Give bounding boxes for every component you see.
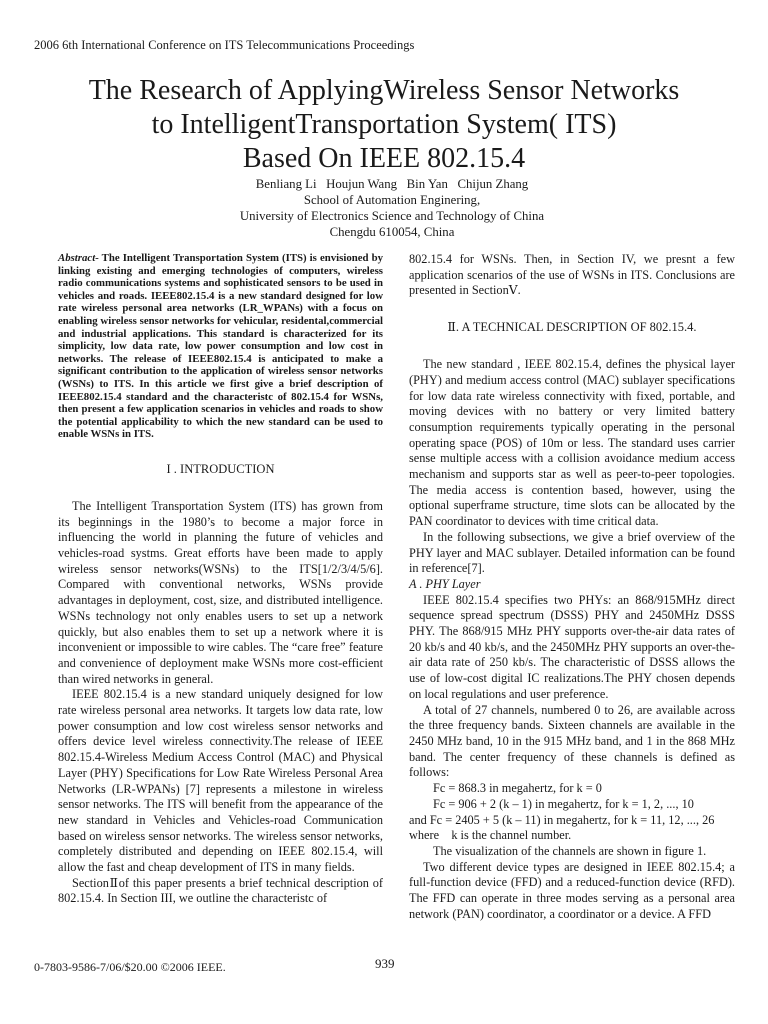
author-block (0, 176, 768, 240)
device-paragraph: Two different device types are designed in IEEE 802.15.4; a full-function device (FFD) and a reduced-function device (RFD). The FFD can operate in three modes serving as a personal area network (PAN) coordinator, a coordinator or a device. A FFD (409, 859, 735, 921)
tech-paragraph-2: In the following subsections, we give a brief overview of the PHY layer and MAC sublayer. Detailed information can be found in reference[7]. (409, 529, 735, 576)
right-column (409, 252, 735, 922)
formula-1: Fc = 868.3 in megahertz, for k = 0 (433, 781, 602, 796)
phy-paragraph-1: IEEE 802.15.4 specifies two PHYs: an 868/915MHz direct sequence spread spectrum (DSSS) PHY and 2450MHz DSSS PHY. The 868/915 MHz PHY supports over-the-air data rates of 20 kb/s and 40 kb/s, and the 2450MHz PHY supports an over-the-air data rate of 250 kb/s. The characteristic of DSSS allows the use of low-cost digital IC realizations.The PHY chosen depends on local regulations and user preference. (409, 592, 735, 701)
phy-paragraph-2: A total of 27 channels, numbered 0 to 26, are available across the three frequency bands. Sixteen channels are available in the 2450 MHz band, 10 in the 915 MHz band, and 1 in the 868 MHz band. The center frequency of these channels is defined as follows: (409, 702, 735, 780)
section-2-heading: Ⅱ. A TECHNICAL DESCRIPTION OF 802.15.4. (447, 320, 697, 335)
copyright-footer: 0-7803-9586-7/06/$20.00 ©2006 IEEE. (34, 960, 226, 974)
formula-3: and Fc = 2405 + 5 (k – 11) in megahertz, for k = 11, 12, ..., 26 (409, 812, 715, 827)
intro-continuation: 802.15.4 for WSNs. Then, in Section IV, we presnt a few application scenarios of the use of WSNs in ITS. Conclusions are presented in SectionⅤ. (409, 252, 735, 298)
tech-paragraph-1: The new standard , IEEE 802.15.4, defines the physical layer (PHY) and medium access control (MAC) sublayer specifications for low data rate wireless connectivity with fixed, portable, and moving devices with no battery or very limited battery consumption requirements typically operating in the personal operating space (POS) of 10m or less. The standard uses carrier sense multiple access with a collision avoidance medium access mechanism and supports star as well as peer-to-peer topologies. The media access is contention based, however, using the optional superframe structure, time slots can be allocated by the PAN coordinator to devices with time critical data. (409, 357, 735, 529)
abstract-label: Abstract- (58, 252, 99, 264)
intro-paragraph-2: IEEE 802.15.4 is a new standard uniquely designed for low rate wireless personal area networks. It targets low data rate, low power consumption and low cost wireless sensor networks and offers device level wireless connectivity.The release of IEEE 802.15.4-Wireless Medium Access Control (MAC) and Physical Layer (PHY) Specifications for Low Rate Wireless Personal Area Networks (LR-WPANs) [7] represents a milestone in wireless sensor networks. The ITS will benefit from the appearance of the new standard in Vehicles and Vehicles-road Communication based on wireless sensor networks. The wireless sensor networks, completely distributed and depending on IEEE 802.15.4, will allow the fast and cheap development of ITS in many fields. (58, 687, 383, 875)
subsection-a-heading: A . PHY Layer (409, 576, 481, 591)
section-1-heading: I . INTRODUCTION (166, 461, 275, 476)
conference-header: 2006 6th International Conference on ITS Telecommunications Proceedings (34, 38, 415, 52)
title-line-3: Based On IEEE 802.15.4 (242, 143, 526, 174)
figure-reference: The visualization of the channels are shown in figure 1. (433, 843, 707, 858)
intro-paragraph-1: The Intelligent Transportation System (ITS) has grown from its beginnings in the 1980’s to become a major force in influencing the world in planning the future of vehicles and vehicles-road systms. Great efforts have been made to apply wireless sensor networks(WSNs) to the ITS[1/2/3/4/5/6]. Compared with conventional networks, WSNs provide advantages in deployment, cost, size, and distributed intelligence. WSNs technology not only enables users to set up a network quickly, but also enables them to set up a network where it is inconvenient or impossible to wire cables. The “care free” feature and convenience of deployment make WSNs more cost-efficient than wired networks in general. (58, 498, 383, 686)
paper-title (0, 74, 768, 176)
left-column (58, 252, 383, 907)
affiliation-line-2: University of Electronics Science and Technology of China (239, 209, 545, 223)
formula-2: Fc = 906 + 2 (k – 1) in megahertz, for k = 1, 2, ..., 10 (433, 796, 694, 811)
author-names: Benliang Li Houjun Wang Bin Yan Chijun Zhang (255, 177, 529, 191)
formula-4: where k is the channel number. (409, 828, 572, 843)
title-line-2: to IntelligentTransportation System( ITS) (151, 109, 617, 140)
affiliation-line-1: School of Automation Enginering, (303, 193, 481, 207)
intro-paragraph-3: SectionⅡof this paper presents a brief technical description of 802.15.4. In Section III, we outline the characteristc of (58, 875, 383, 906)
affiliation-line-3: Chengdu 610054, China (329, 225, 455, 239)
abstract (58, 252, 383, 441)
abstract-text: The Intelligent Transportation System (ITS) is envisioned by linking existing and emerging technologies of computers, wireless radio communications systems and sophisticated sensors to be used in vehicles and roads. IEEE802.15.4 is a new standard designed for low rate wireless personal area networks (LR_WPANs) with a focus on enabling wireless sensor networks for vehicular, residental,commercial and industrial applications. This standard is characterized for its simplicity, low data rate, low power consumption and low cost in networks. The release of IEEE802.15.4 is anticipated to make a significant contribution to the application of wireless sensor networks (WSNs) to ITS. In this article we first give a brief description of IEEE802.15.4 standard and the characteristc of 802.15.4 for WSNs, then present a few application scenarios in vehicles and roads to show the potential applicability to which the new standard can be used to enable WSNs in ITS. (58, 252, 383, 441)
title-line-1: The Research of ApplyingWireless Sensor Networks (88, 75, 680, 106)
page-number: 939 (375, 956, 395, 971)
